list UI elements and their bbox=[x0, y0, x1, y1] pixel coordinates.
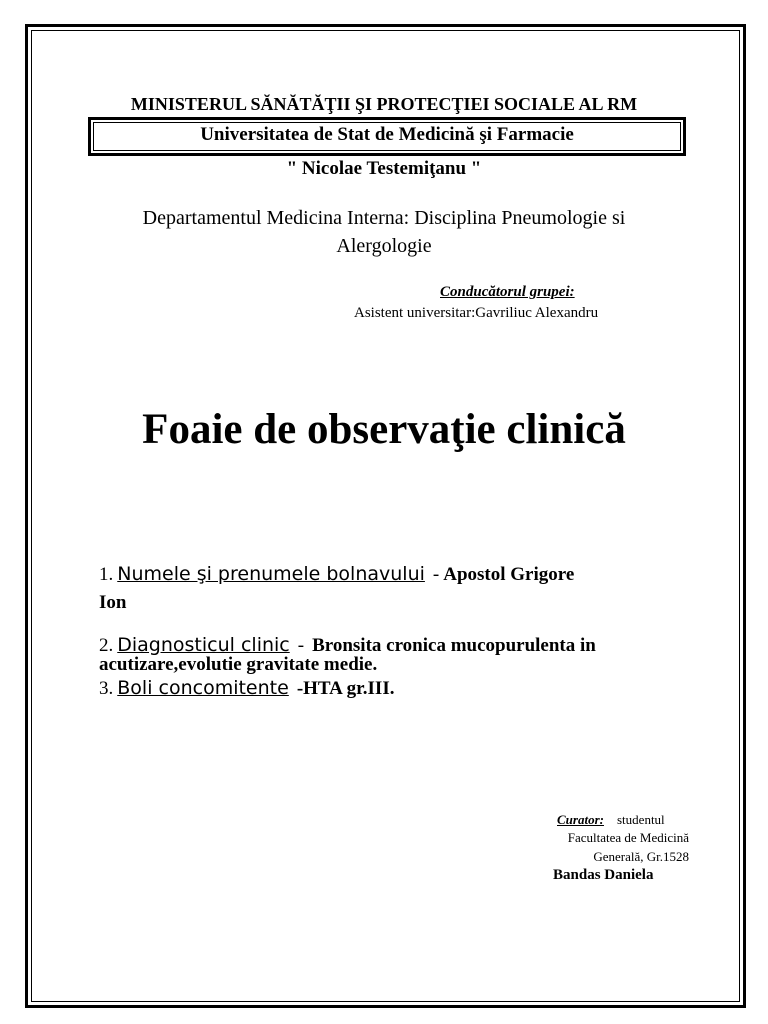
item-key: Boli concomitente bbox=[117, 677, 289, 699]
department-line-1: Departamentul Medicina Interna: Disciplina Pneumologie si bbox=[142, 207, 626, 229]
item-value: Apostol Grigore bbox=[443, 564, 575, 585]
item-comorbidities bbox=[99, 677, 394, 700]
item-key: Diagnosticul clinic bbox=[117, 634, 290, 656]
curator-faculty-line-1: Facultatea de Medicină bbox=[567, 830, 689, 845]
curator-name: Bandas Daniela bbox=[553, 867, 654, 883]
university-name: Universitatea de Stat de Medicină şi Farmacie bbox=[200, 124, 574, 145]
group-leader-name: Asistent universitar:Gavriliuc Alexandru bbox=[354, 305, 599, 321]
item-dash: - bbox=[297, 635, 305, 656]
item-number: 1. bbox=[99, 564, 114, 585]
item-value-continued: Ion bbox=[99, 592, 127, 613]
item-patient-name bbox=[99, 563, 574, 586]
curator-role: studentul bbox=[617, 812, 665, 827]
item-key: Numele şi prenumele bolnavului bbox=[117, 563, 425, 585]
item-number: 2. bbox=[99, 635, 114, 656]
item-value: -HTA gr.III. bbox=[296, 678, 395, 699]
item-value: Bronsita cronica mucopurulenta in bbox=[312, 635, 596, 656]
item-number: 3. bbox=[99, 678, 114, 699]
item-value-continued: acutizare,evolutie gravitate medie. bbox=[99, 654, 378, 675]
university-namesake: " Nicolae Testemiţanu " bbox=[286, 158, 482, 179]
group-leader-label: Conducătorul grupei: bbox=[440, 284, 575, 300]
curator-label: Curator: bbox=[557, 812, 604, 827]
ministry-heading: MINISTERUL SĂNĂTĂŢII ŞI PROTECŢIEI SOCIALE AL RM bbox=[130, 94, 638, 114]
document-title: Foaie de observaţie clinică bbox=[142, 406, 626, 453]
item-dash: - bbox=[432, 564, 440, 585]
department-line-2: Alergologie bbox=[336, 235, 432, 257]
curator-faculty-line-2: Generală, Gr.1528 bbox=[593, 849, 689, 864]
